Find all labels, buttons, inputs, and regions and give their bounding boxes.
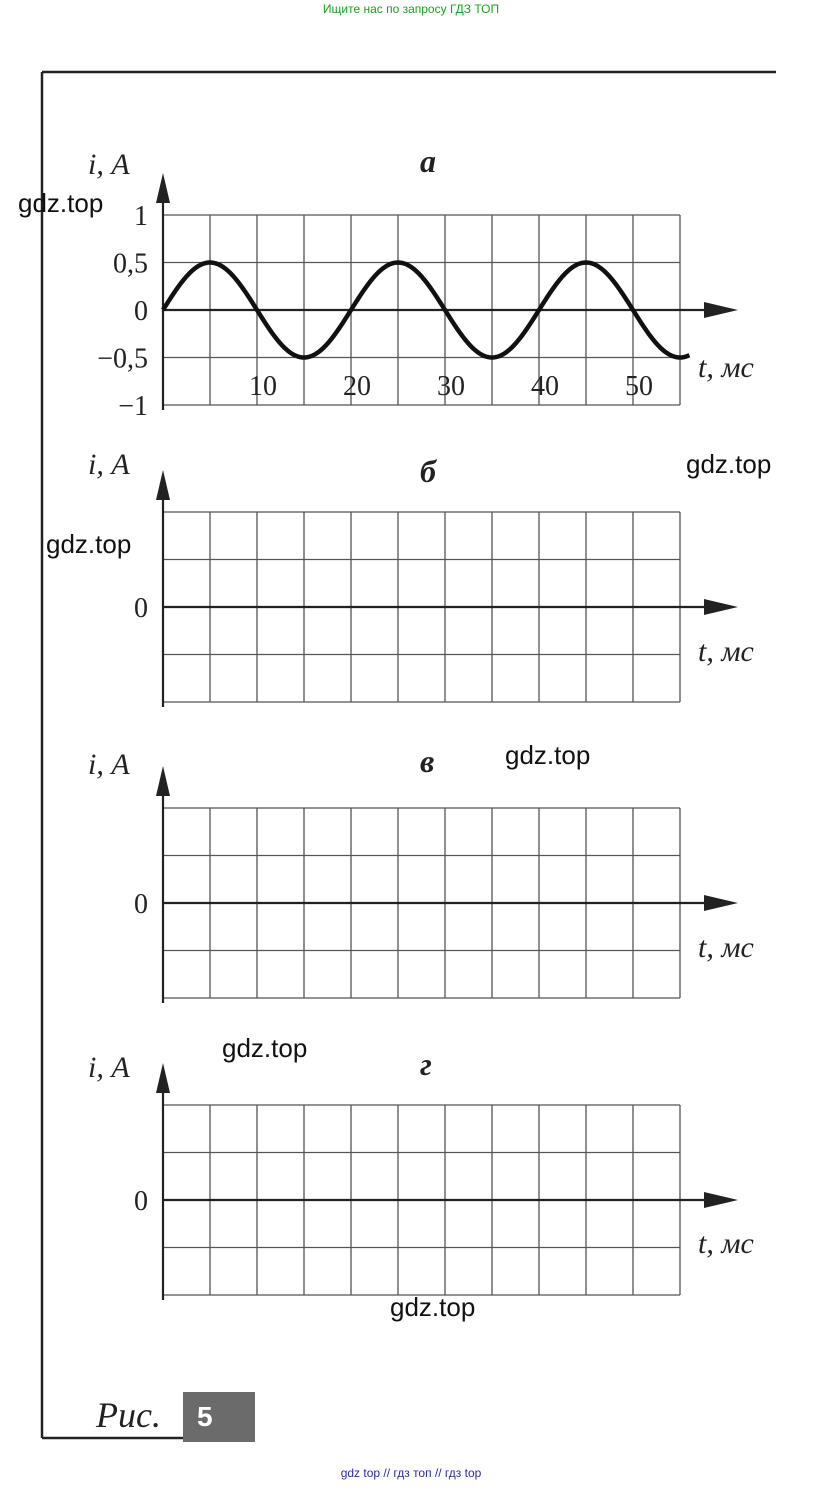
x-axis-label: t, мс <box>698 1227 754 1260</box>
y-axis-arrow <box>156 173 170 203</box>
x-axis-arrow <box>704 599 738 615</box>
y-axis-label: i, А <box>88 148 130 181</box>
y-axis-arrow <box>156 1063 170 1093</box>
chart-panel-3 <box>88 743 754 1003</box>
x-axis-label: t, мс <box>698 635 754 668</box>
y-tick-label: 0 <box>134 889 148 920</box>
x-axis-label: t, мс <box>698 931 754 964</box>
chart-panel-4 <box>88 1046 754 1300</box>
figure-caption-label: Рис. <box>96 1395 161 1435</box>
top-search-note[interactable]: Ищите нас по запросу ГДЗ ТОП <box>322 2 500 16</box>
x-axis-label: t, мс <box>698 351 754 384</box>
y-tick-label: 1 <box>134 201 148 232</box>
x-tick-label: 20 <box>343 371 371 402</box>
panel-letter: г <box>420 1046 432 1082</box>
watermark: gdz.top <box>505 740 591 770</box>
y-tick-label: 0 <box>134 296 148 327</box>
y-axis-label: i, А <box>88 748 130 781</box>
figure-number-badge: 5 <box>183 1392 255 1442</box>
x-tick-label: 40 <box>531 371 559 402</box>
x-tick-label: 50 <box>625 371 653 402</box>
panel-letter: б <box>420 453 436 489</box>
chart-panel-2 <box>88 448 754 707</box>
x-tick-label: 30 <box>437 371 465 402</box>
watermark: gdz.top <box>686 449 772 479</box>
y-axis-label: i, А <box>88 1051 130 1084</box>
x-axis-arrow <box>704 895 738 911</box>
panel-letter: а <box>420 143 436 179</box>
y-axis-label: i, А <box>88 448 130 481</box>
figure-frame <box>42 72 776 1438</box>
y-tick-label: 0 <box>134 593 148 624</box>
y-axis-arrow <box>156 470 170 500</box>
chart-panel-1 <box>88 143 754 422</box>
bottom-links-note[interactable]: gdz top // гдз топ // гдз top <box>340 1466 482 1480</box>
y-tick-label: 0,5 <box>113 248 148 280</box>
y-tick-label: −0,5 <box>97 343 148 375</box>
y-tick-label: 0 <box>134 1186 148 1217</box>
watermark: gdz.top <box>390 1292 476 1322</box>
watermark: gdz.top <box>46 529 132 559</box>
y-tick-label: −1 <box>118 391 148 422</box>
panel-letter: в <box>420 743 435 779</box>
x-axis-arrow <box>704 1192 738 1208</box>
watermark: gdz.top <box>222 1033 308 1063</box>
x-tick-label: 10 <box>249 371 277 402</box>
watermark: gdz.top <box>18 188 104 218</box>
x-axis-arrow <box>704 302 738 318</box>
y-axis-arrow <box>156 766 170 796</box>
